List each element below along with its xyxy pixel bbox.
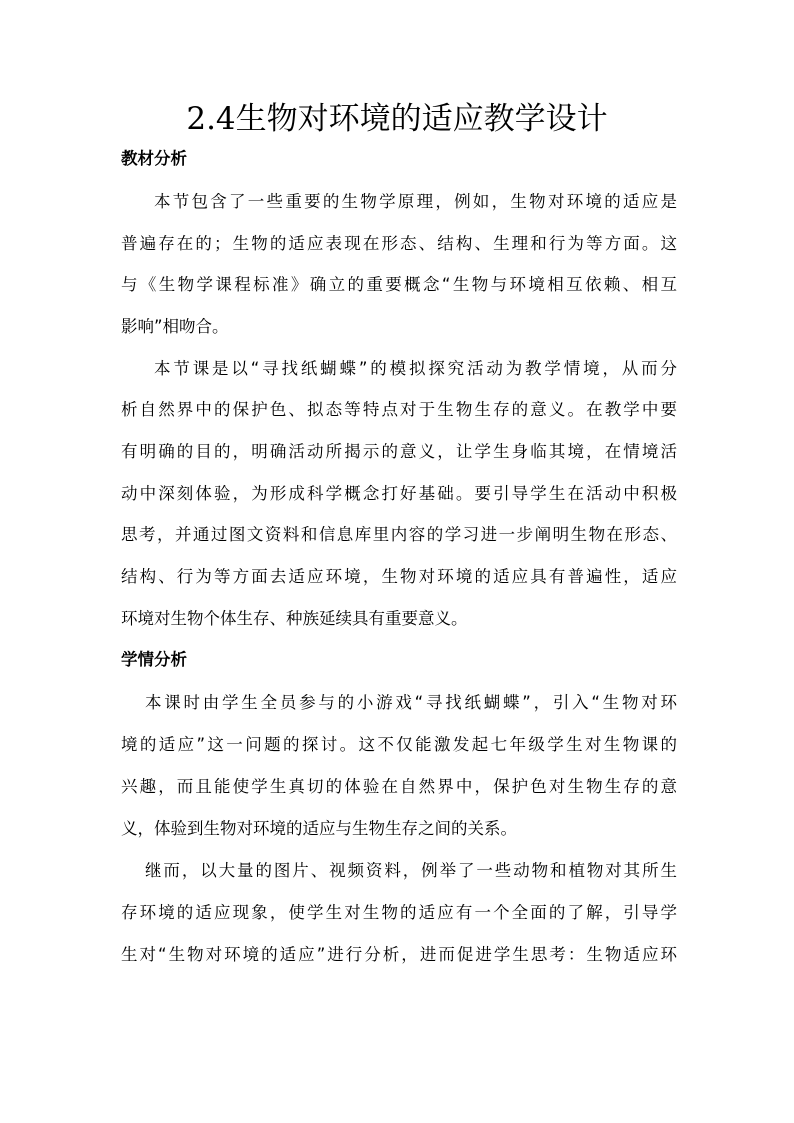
paragraph-line: 动中深刻体验，为形成科学概念打好基础。要引导学生在活动中积极 [121,484,677,503]
paragraph-line: 结构、行为等方面去适应环境，生物对环境的适应具有普遍性，适应 [121,567,677,586]
section-heading-textbook-analysis: 教材分析 [121,149,187,168]
paragraph-line: 思考，并通过图文资料和信息库里内容的学习进一步阐明生物在形态、 [121,525,677,544]
paragraph-line: 继而，以大量的图片、视频资料，例举了一些动物和植物对其所生 [145,861,677,880]
paragraph-line: 普遍存在的；生物的适应表现在形态、结构、生理和行为等方面。这 [121,234,677,253]
paragraph-line: 义，体验到生物对环境的适应与生物生存之间的关系。 [121,819,517,838]
paragraph-line: 本节包含了一些重要的生物学原理，例如，生物对环境的适应是 [154,192,677,211]
paragraph-line: 环境对生物个体生存、种族延续具有重要意义。 [121,609,468,628]
paragraph-line: 本节课是以“寻找纸蝴蝶”的模拟探究活动为教学情境，从而分 [154,359,677,378]
paragraph-line: 影响”相吻合。 [121,317,229,336]
paragraph-line: 本课时由学生全员参与的小游戏“寻找纸蝴蝶”，引入“生物对环 [145,693,677,712]
document-title: 2.4生物对环境的适应教学设计 [186,101,608,137]
paragraph-line: 生对“生物对环境的适应”进行分析，进而促进学生思考：生物适应环 [121,945,677,964]
section-heading-student-analysis: 学情分析 [121,650,187,669]
paragraph-line: 境的适应”这一问题的探讨。这不仅能激发起七年级学生对生物课的 [121,735,677,754]
paragraph-line: 存环境的适应现象，使学生对生物的适应有一个全面的了解，引导学 [121,903,677,922]
paragraph-line: 与《生物学课程标准》确立的重要概念“生物与环境相互依赖、相互 [121,275,677,294]
paragraph-line: 析自然界中的保护色、拟态等特点对于生物生存的意义。在教学中要 [121,400,677,419]
paragraph-line: 有明确的目的，明确活动所揭示的意义，让学生身临其境，在情境活 [121,442,677,461]
paragraph-line: 兴趣，而且能使学生真切的体验在自然界中，保护色对生物生存的意 [121,777,677,796]
